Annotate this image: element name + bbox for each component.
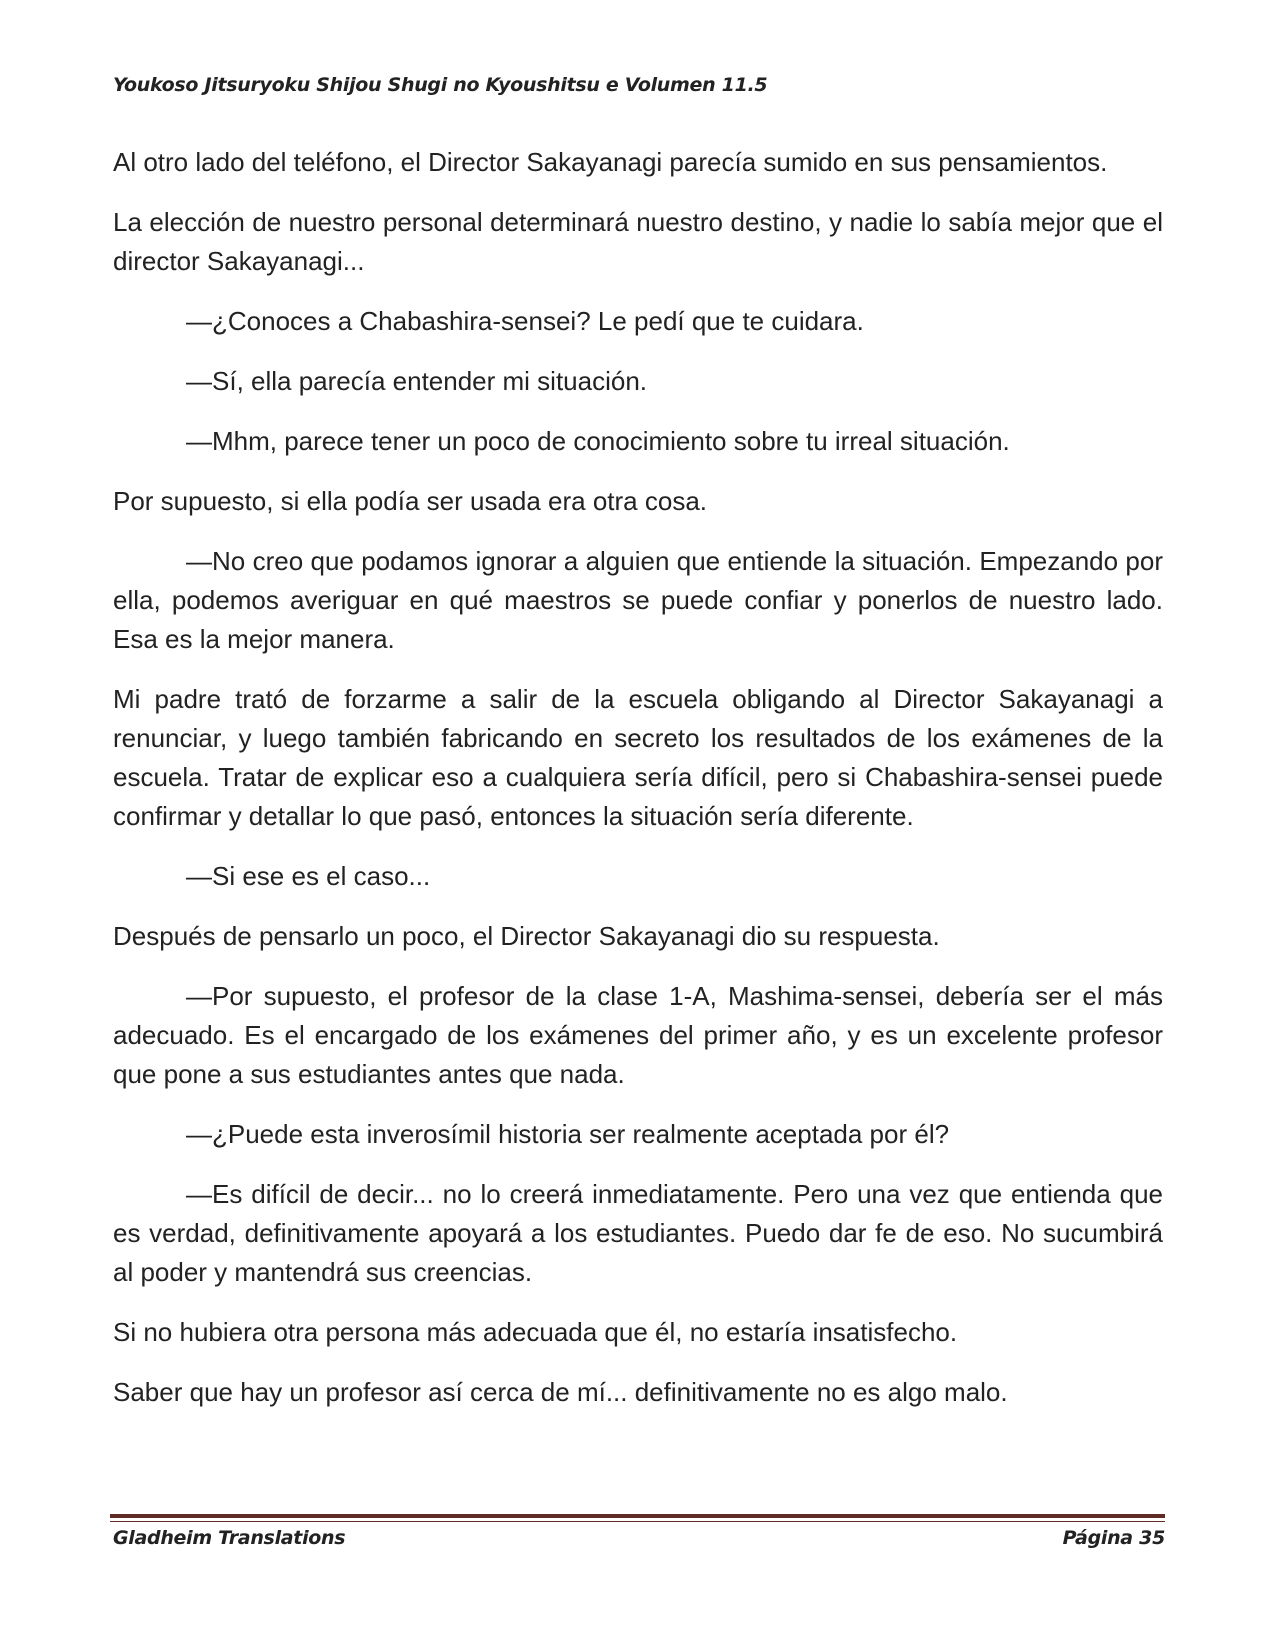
dialog-paragraph: —¿Puede esta inverosímil historia ser realmente aceptada por él? xyxy=(186,1119,950,1149)
footer-page-number: Página 35 xyxy=(1062,1527,1165,1549)
footer-translator: Gladheim Translations xyxy=(113,1527,346,1549)
page-body xyxy=(113,143,1163,1433)
paragraph: Al otro lado del teléfono, el Director Sakayanagi parecía sumido en sus pensamientos. xyxy=(113,147,1108,177)
dialog-paragraph: —No creo que podamos ignorar a alguien que entiende la situación. Empezando por ella, podemos averiguar en qué maestros se puede confiar y ponerlos de nuestro lado. Esa es la mejor manera. xyxy=(113,546,1163,654)
footer-rule-thick xyxy=(110,1514,1165,1518)
dialog-paragraph: —Si ese es el caso... xyxy=(186,861,431,891)
paragraph: Después de pensarlo un poco, el Director Sakayanagi dio su respuesta. xyxy=(113,921,940,951)
dialog-paragraph: —Es difícil de decir... no lo creerá inmediatamente. Pero una vez que entienda que es verdad, definitivamente apoyará a los estudiantes. Puedo dar fe de eso. No sucumbirá al poder y mantendrá sus creencias. xyxy=(113,1179,1163,1287)
paragraph: Por supuesto, si ella podía ser usada era otra cosa. xyxy=(113,486,708,516)
page-header-title: Youkoso Jitsuryoku Shijou Shugi no Kyoushitsu e Volumen 11.5 xyxy=(113,74,768,96)
paragraph: La elección de nuestro personal determinará nuestro destino, y nadie lo sabía mejor que el director Sakayanagi... xyxy=(113,207,1163,276)
dialog-paragraph: —Sí, ella parecía entender mi situación. xyxy=(186,366,648,396)
dialog-paragraph: —Por supuesto, el profesor de la clase 1-A, Mashima-sensei, debería ser el más adecuado. Es el encargado de los exámenes del primer año, y es un excelente profesor que pone a sus estudiantes antes que nada. xyxy=(113,981,1163,1089)
dialog-paragraph: —Mhm, parece tener un poco de conocimiento sobre tu irreal situación. xyxy=(186,426,1010,456)
paragraph: Saber que hay un profesor así cerca de mí... definitivamente no es algo malo. xyxy=(113,1377,1008,1407)
paragraph: Mi padre trató de forzarme a salir de la escuela obligando al Director Sakayanagi a renunciar, y luego también fabricando en secreto los resultados de los exámenes de la escuela. Tratar de explicar eso a cualquiera sería difícil, pero si Chabashira-sensei puede confirmar y detallar lo que pasó, entonces la situación sería diferente. xyxy=(113,684,1163,831)
dialog-paragraph: —¿Conoces a Chabashira-sensei? Le pedí que te cuidara. xyxy=(186,306,864,336)
paragraph: Si no hubiera otra persona más adecuada que él, no estaría insatisfecho. xyxy=(113,1317,958,1347)
footer-rule-thin xyxy=(110,1521,1165,1522)
